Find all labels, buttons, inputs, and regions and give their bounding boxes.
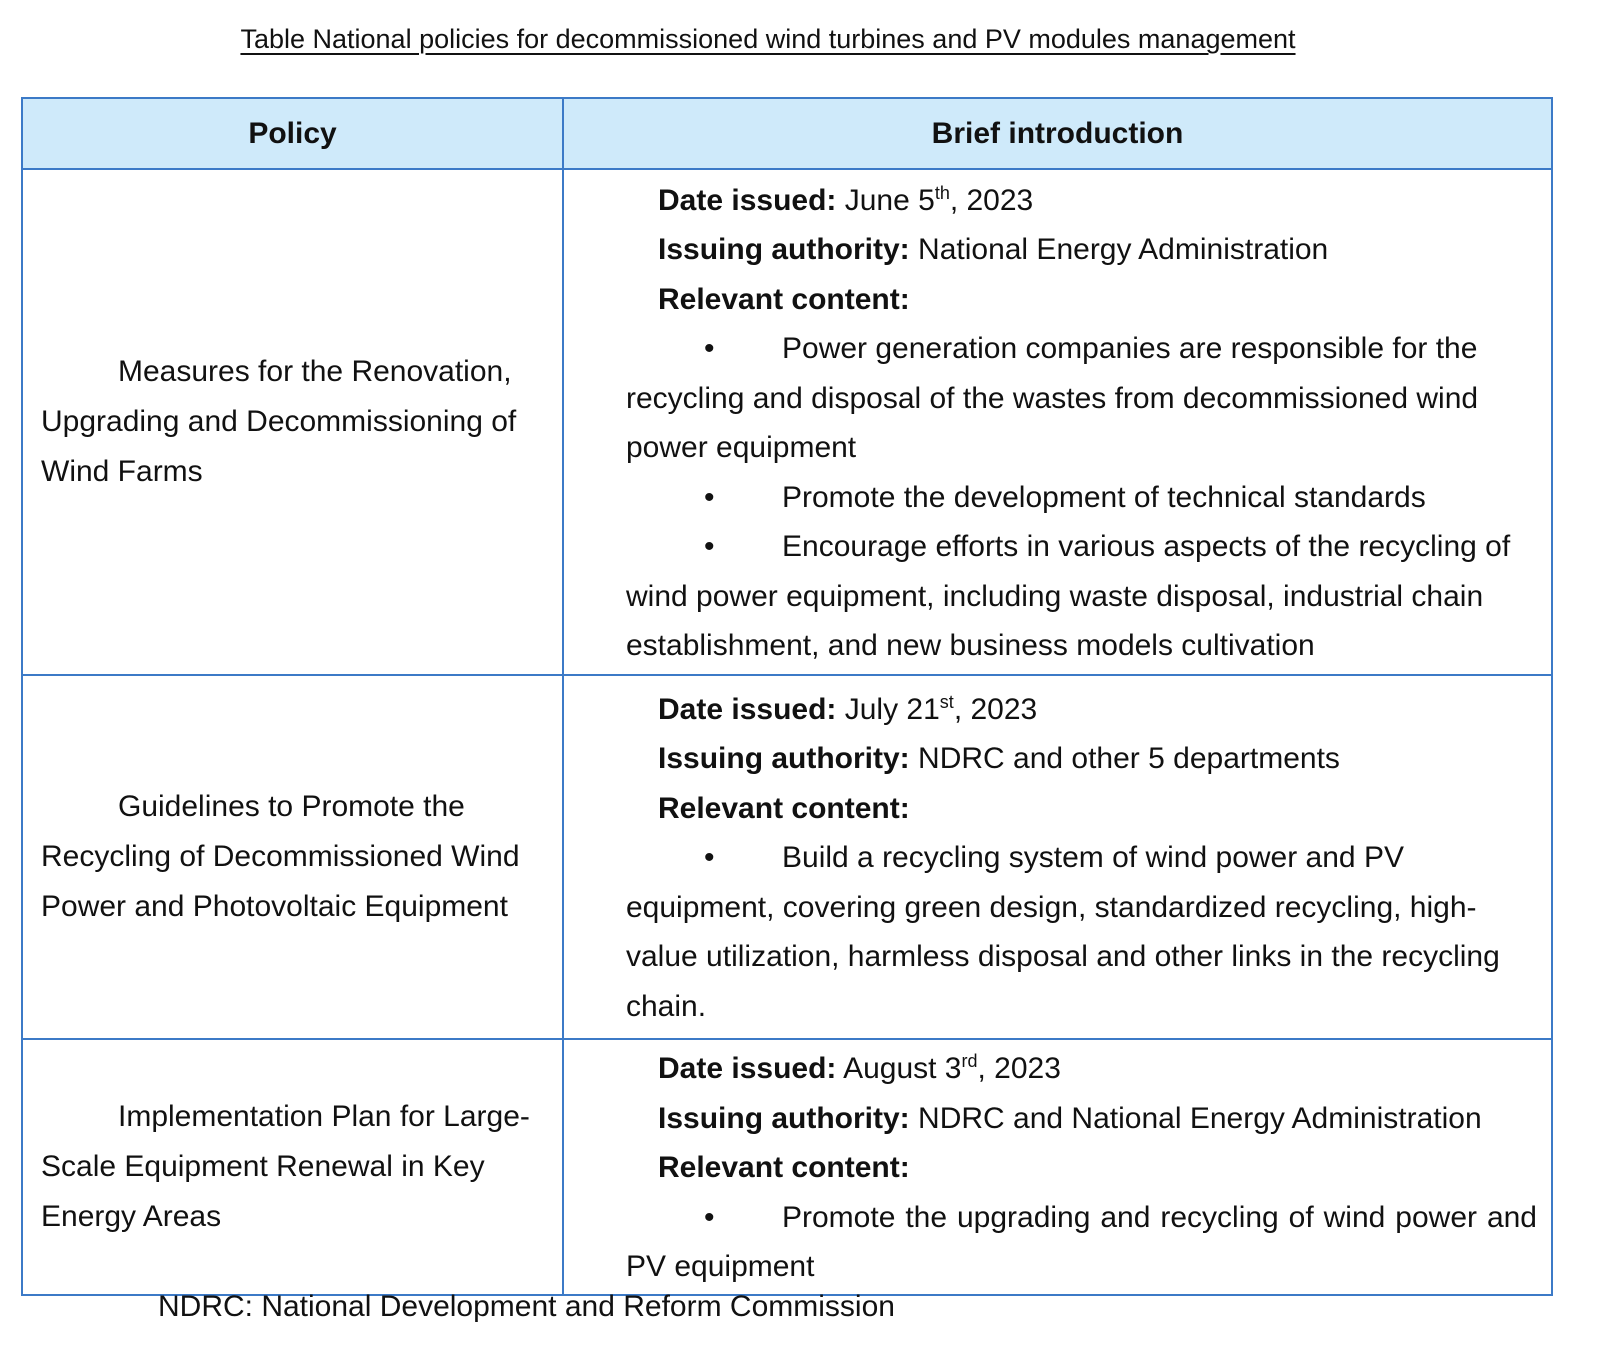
issuing-authority-label: Issuing authority: (658, 742, 910, 776)
bullet-text: Promote the upgrading and recycling of wind power and PV equipment (626, 1200, 1537, 1283)
bullet-icon: • (704, 480, 715, 514)
policy-name: Guidelines to Promote the Recycling of Decommissioned Wind Power and Photovoltaic Equipment (41, 790, 520, 923)
relevant-content-label (626, 1143, 1537, 1193)
policy-name-cell (22, 675, 563, 1039)
relevant-content-heading: Relevant content: (658, 1151, 910, 1184)
bullet-text: Build a recycling system of wind power and PV equipment, covering green design, standardized recycling, high-value utilization, harmless disposal and other links in the recycling chain. (626, 841, 1500, 1023)
bullet-text: Encourage efforts in various aspects of the recycling of wind power equipment, including waste disposal, industrial chain establishment, and new business models cultivation (626, 530, 1511, 662)
issuing-authority (626, 1094, 1537, 1144)
date-issued (626, 176, 1537, 226)
relevant-content-label (626, 275, 1537, 325)
date-issued-label: Date issued: (658, 692, 837, 726)
table-row (22, 675, 1552, 1039)
date-ordinal: rd (961, 1051, 978, 1071)
bullet-text: Promote the development of technical standards (782, 480, 1426, 514)
date-issued-label: Date issued: (658, 1052, 837, 1085)
issuing-authority (626, 734, 1537, 784)
issuing-authority-value: National Energy Administration (918, 233, 1329, 266)
header-brief-introduction: Brief introduction (563, 98, 1552, 169)
table-row (22, 169, 1552, 675)
issuing-authority-label: Issuing authority: (658, 233, 910, 266)
date-ordinal: th (934, 182, 950, 203)
bullet-icon: • (704, 841, 715, 875)
policy-table (21, 97, 1553, 1296)
date-ordinal: st (939, 691, 954, 712)
issuing-authority (626, 225, 1537, 275)
list-item (626, 833, 1537, 1031)
brief-introduction-cell (563, 675, 1552, 1039)
date-issued (626, 1044, 1537, 1094)
relevant-content-heading: Relevant content: (658, 282, 910, 316)
date-year: , 2023 (949, 183, 1034, 217)
issuing-authority-value: NDRC and other 5 departments (918, 742, 1340, 776)
list-item (626, 324, 1537, 473)
bullet-text: Power generation companies are responsible for the recycling and disposal of the wastes from decommissioned wind power equipment (626, 332, 1479, 464)
table-title: Table National policies for decommissioned wind turbines and PV modules management (240, 24, 1296, 54)
bullet-icon: • (704, 1200, 715, 1234)
date-issued (626, 685, 1537, 735)
date-value: July 21 (844, 692, 940, 726)
relevant-content-heading: Relevant content: (658, 791, 910, 825)
table-header-row (22, 98, 1552, 169)
issuing-authority-label: Issuing authority: (658, 1101, 910, 1135)
footnote: NDRC: National Development and Reform Commission (158, 1290, 895, 1323)
bullet-icon: • (704, 332, 715, 365)
list-item (626, 522, 1537, 671)
bullet-icon: • (704, 530, 715, 563)
brief-introduction-cell (563, 169, 1552, 675)
table-row (22, 1039, 1552, 1295)
policy-name: Measures for the Renovation, Upgrading and Decommissioning of Wind Farms (41, 355, 517, 488)
policy-name-cell (22, 1039, 563, 1295)
list-item (626, 1193, 1537, 1292)
date-year: , 2023 (953, 692, 1038, 726)
issuing-authority-value: NDRC and National Energy Administration (918, 1101, 1482, 1135)
date-year: , 2023 (977, 1052, 1061, 1085)
relevant-content-label (626, 784, 1537, 834)
brief-introduction-cell (563, 1039, 1552, 1295)
date-value: August 3 (843, 1052, 962, 1085)
header-policy: Policy (22, 98, 563, 169)
policy-name-cell (22, 169, 563, 675)
list-item (626, 473, 1537, 523)
date-issued-label: Date issued: (658, 183, 837, 217)
date-value: June 5 (844, 183, 935, 217)
policy-name: Implementation Plan for Large-Scale Equipment Renewal in Key Energy Areas (41, 1099, 530, 1233)
